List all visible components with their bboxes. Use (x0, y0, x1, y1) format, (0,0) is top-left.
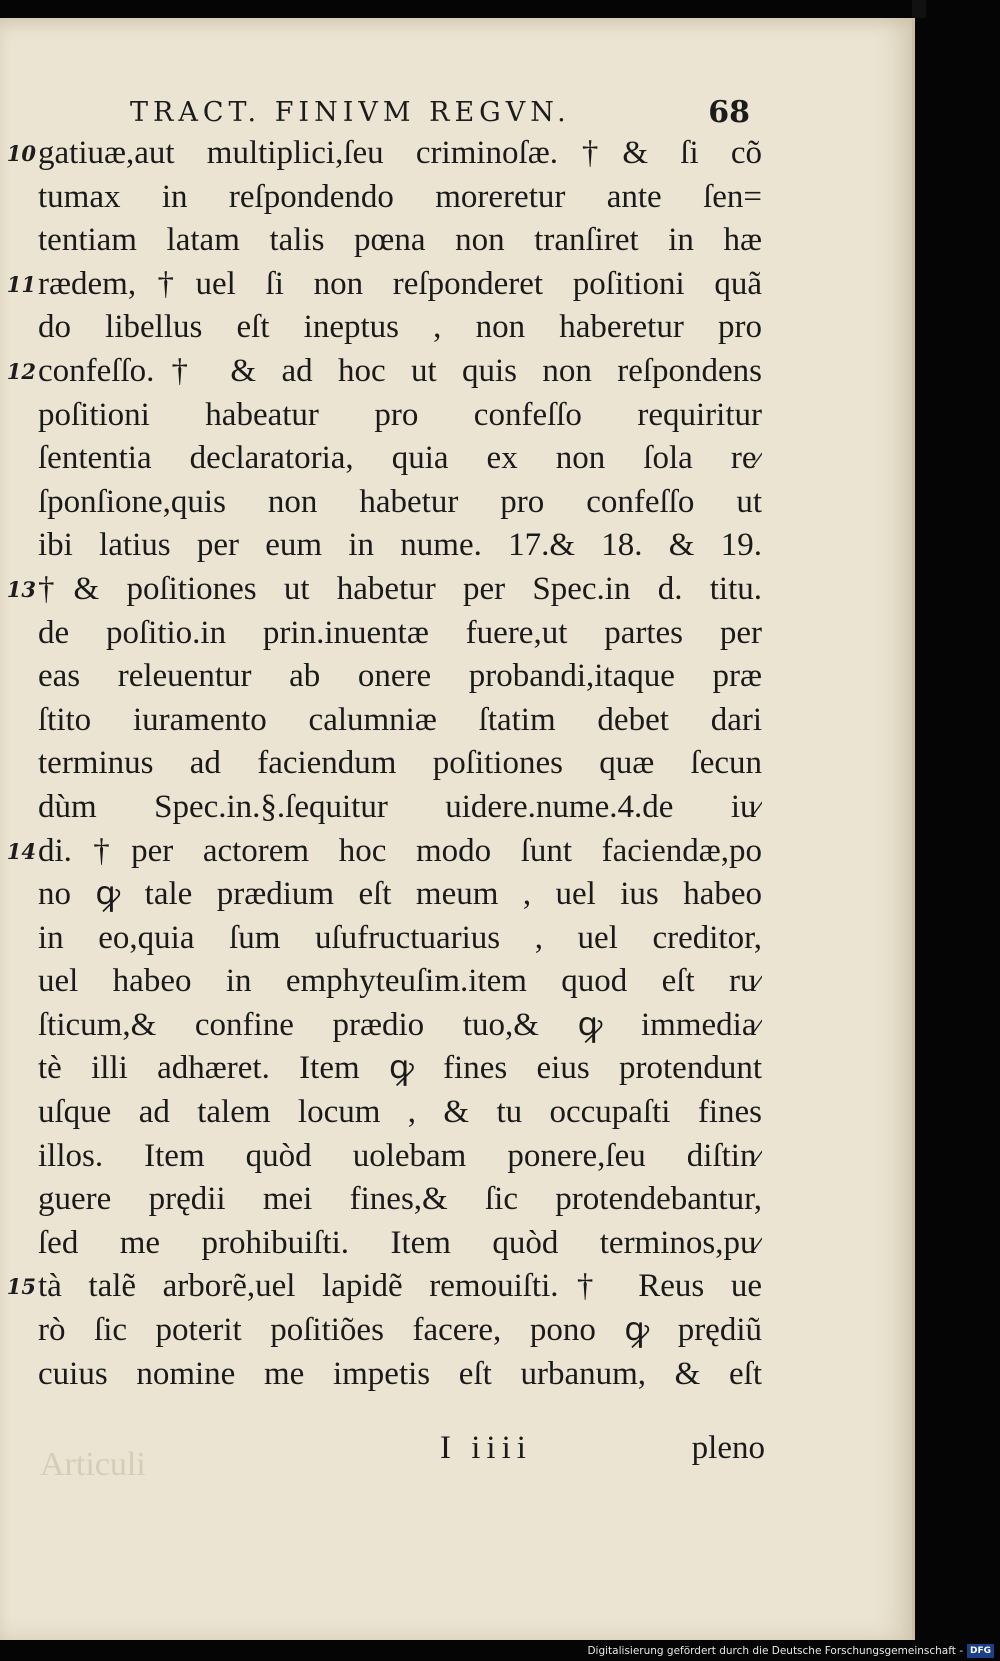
line-text: uel habeo in emphyteuſim.item quod eſt ru⁄ (38, 963, 762, 1000)
text-line (0, 1004, 912, 1048)
text-line (0, 1353, 912, 1397)
line-text: tà talẽ arborẽ,uel lapidẽ remouiſti.† Reus ue (38, 1268, 762, 1305)
line-text: rædem,†uel ſi non reſponderet poſitioni quã (38, 265, 762, 302)
text-line (0, 1222, 912, 1266)
text-line (0, 699, 912, 743)
text-line (0, 132, 912, 176)
text-line (0, 786, 912, 830)
text-line (0, 1135, 912, 1179)
page-header (130, 94, 750, 132)
line-text: di.†per actorem hoc modo ſunt faciendæ,po (38, 832, 762, 869)
text-line (0, 437, 912, 481)
running-title: TRACT. FINIVM REGVN. (130, 97, 571, 128)
marginal-number: 11 (6, 271, 36, 297)
text-line (0, 1047, 912, 1091)
text-body (0, 132, 912, 1396)
text-line (0, 1309, 912, 1353)
text-line (0, 1178, 912, 1222)
credit-text: Digitalisierung gefördert durch die Deutsche Forschungsgemeinschaft - (587, 1645, 963, 1657)
text-line (0, 655, 912, 699)
text-line (0, 524, 912, 568)
line-text: dùm Spec.in.§.ſequitur uidere.nume.4.de iu⁄ (38, 788, 762, 825)
text-line (0, 568, 912, 612)
line-text: gatiuæ,aut multiplici,ſeu criminoſæ.†& ſi cõ (38, 135, 762, 171)
page-footer (440, 1430, 765, 1474)
bleed-through-text: Articuli (40, 1446, 146, 1483)
line-text: poſitioni habeatur pro confeſſo requiritur (38, 396, 762, 433)
line-text: eas releuentur ab onere probandi,itaque præ (38, 658, 762, 695)
scan-border-top (912, 0, 926, 18)
line-text: ibi latius per eum in nume. 17.& 18. & 19. (38, 527, 762, 564)
digitization-credit (587, 1641, 994, 1661)
catchword: pleno (691, 1430, 765, 1466)
text-line (0, 481, 912, 525)
signature-mark: I iiii (440, 1430, 532, 1466)
text-line (0, 176, 912, 220)
text-line (0, 263, 912, 307)
page-number: 68 (708, 95, 750, 130)
line-text: uſque ad talem locum , & tu occupaſti fines (38, 1094, 762, 1131)
line-text: terminus ad faciendum poſitiones quæ ſecun (38, 745, 762, 782)
text-line (0, 1091, 912, 1135)
marginal-number: 15 (6, 1274, 36, 1300)
text-line (0, 612, 912, 656)
text-line (0, 350, 912, 394)
marginal-number: 10 (6, 141, 36, 166)
marginal-number: 14 (6, 838, 36, 864)
text-line (0, 917, 912, 961)
marginal-number: 13 (6, 576, 36, 602)
book-page (0, 18, 915, 1640)
text-line (0, 306, 912, 350)
line-text: tumax in reſpondendo moreretur ante ſen= (38, 178, 762, 215)
line-text: tè illi adhæret. Item ꝙ fines eius protendunt (38, 1050, 762, 1087)
text-line (0, 219, 912, 263)
text-line (0, 830, 912, 874)
line-text: do libellus eſt ineptus , non haberetur pro (38, 309, 762, 346)
line-text: rò ſic poterit poſitiões facere, pono ꝙ prędiũ (38, 1312, 762, 1349)
line-text: illos. Item quòd uolebam ponere,ſeu diſtin⁄ (38, 1137, 762, 1174)
line-text: in eo,quia ſum uſufructuarius , uel creditor, (38, 919, 762, 956)
line-text: guere prędii mei fines,& ſic protendebantur, (38, 1181, 762, 1218)
line-text: ſed me prohibuiſti. Item quòd terminos,pu⁄ (38, 1224, 762, 1261)
text-line (0, 742, 912, 786)
text-line (0, 1265, 912, 1309)
line-text: ſticum,& confine prædio tuo,& ꝙ immedia⁄ (38, 1006, 762, 1043)
text-line (0, 394, 912, 438)
text-line (0, 873, 912, 917)
marginal-number: 12 (6, 358, 36, 384)
line-text: no ꝙ tale prædium eſt meum , uel ius habeo (38, 876, 762, 913)
line-text: tentiam latam talis pœna non tranſiret in hæ (38, 222, 762, 259)
line-text: de poſitio.in prin.inuentæ fuere,ut partes per (38, 614, 762, 651)
line-text: confeſſo.† & ad hoc ut quis non reſpondens (38, 352, 762, 389)
dfg-logo: DFG (967, 1644, 994, 1658)
text-line (0, 960, 912, 1004)
line-text: ſententia declaratoria, quia ex non ſola re⁄ (38, 440, 762, 477)
line-text: ſtito iuramento calumniæ ſtatim debet dari (38, 701, 762, 738)
line-text: cuius nomine me impetis eſt urbanum, & eſt (38, 1355, 762, 1392)
line-text: †& poſitiones ut habetur per Spec.in d. titu. (38, 570, 762, 607)
line-text: ſponſione,quis non habetur pro confeſſo ut (38, 483, 762, 520)
